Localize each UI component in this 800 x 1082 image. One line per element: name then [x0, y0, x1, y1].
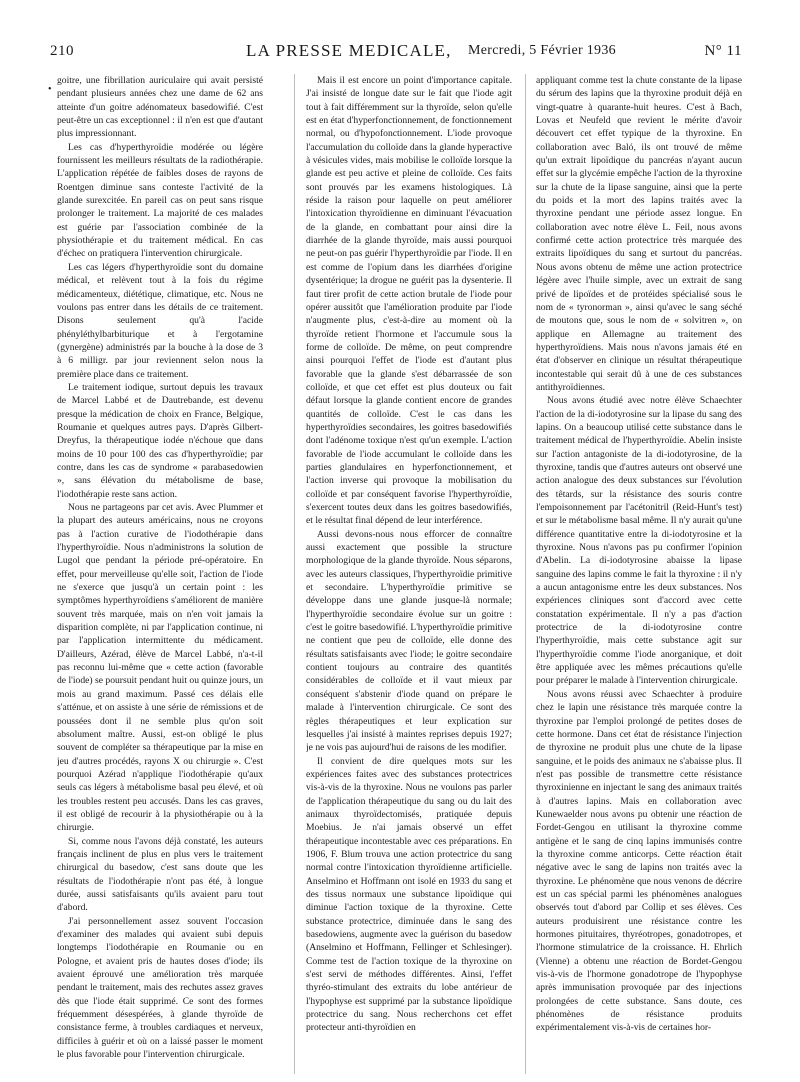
paragraph: Nous avons réussi avec Schaechter à produire chez le lapin une résistance très marquée contre la thyroxine par l'emploi prolongé de petites doses de cette hormone. Dans cet état de résistance l'injection de thyroxine ne produit plus une chute de la lipase sanguine, et le poids des animaux ne s'abaisse plus. Il n'est pas possible de transmettre cette résistance thyroxinienne en injectant le sang des animaux traités à d'autres lapins. Mais en collaboration avec Kunewaelder nous avons pu obtenir une réaction de Fordet-Gengou en utilisant la thyroxine comme antigène et le sang de cinq lapins immunisés contre la thyroxine comme anticorps. Cette réaction était négative avec le sang de lapins non traités avec la thyroxine. Le phénomène que nous venons de décrire est un cas spécial parmi les phénomènes analogues observés tout d'abord par Collip et ses élèves. Ces auteurs produisirent une résistance contre les hormones pituitaires, thyréotropes, gonadotropes, et l'hormone stimulatrice de la croissance. H. Ehrlich (Vienne) a obtenu une réaction de Bordet-Gengou vis-à-vis de l'hormone gonadotrope de l'hypophyse après immunisation provoquée par des injections prolongées de cette substance. Sans doute, ces phénomènes de résistance produits expérimentalement vis-à-vis de certaines hor- [536, 688, 742, 1034]
page-number: 210 [50, 43, 74, 59]
paragraph: J'ai personnellement assez souvent l'occasion d'examiner des malades qui avaient subi depuis longtemps l'iodothérapie en Roumanie ou en Pologne, et avaient pris de hautes doses d'iode; ils avaient éprouvé une amélioration très marquée pendant le traitement, mais des rechutes assez graves dès que l'iode était supprimé. Ce sont des formes fréquemment désespérées, à glande thyroïde de consistance ferme, à troubles cardiaques et nerveux, difficiles à guérir et où on a laissé passer le moment le plus favorable pour l'intervention chirurgicale. [57, 915, 263, 1061]
paragraph: Aussi devons-nous nous efforcer de connaître aussi exactement que possible la structure morphologique de la glande thyroïde. Nous séparons, avec les auteurs classiques, l'hyperthyroïdie primitive et secondaire. L'hyperthyroïdie primitive se développe dans une glande jusque-là normale; l'hyperthyroïdie secondaire évolue sur un goitre : c'est le goitre basedowifié. L'hyperthyroïdie primitive ne contient que peu de colloïde, elle donne des résultats satisfaisants avec l'iode; le goitre secondaire contient toujours au contraire des quantités considérables de colloïde et il vaut mieux par conséquent s'abstenir d'iode quand on prépare le malade à l'intervention chirurgicale. Ce sont des règles thérapeutiques et leur explication sur lesquelles j'ai insisté à maintes reprises depuis 1927; je ne vois pas aujourd'hui de raisons de les modifier. [306, 528, 512, 754]
issue-date: Mercredi, 5 Février 1936 [468, 43, 616, 58]
paragraph: appliquant comme test la chute constante de la lipase du sérum des lapins que la thyroxine produit déjà en vingt-quatre à quarante-huit heures. C'est à Bach, Lovas et Neufeld que revient le mérite d'avoir découvert cet effet typique de la thyroxine. En collaboration avec Baló, ils ont trouvé de même qu'un extrait lipoïdique du pancréas n'ayant aucun effet sur la glycémie empêche l'action de la thyroxine sur la chute de la lipase sanguine, ainsi que la perte du poids et la mort des lapins traités avec la thyroxine pendant une période assez longue. En collaboration avec notre élève L. Feil, nous avons confirmé cette action protectrice très marquée des extraits lipoïdiques du sang et surtout du pancréas. Nous avons obtenu de même une action protectrice légère avec l'huile simple, avec un extrait de sang privé de lipoïdes et de protéides spécialisé sous le nom de « tyronorman », ainsi qu'avec le sang séché de moutons que, sous le nom de « solvitren », on applique en Allemagne au traitement des hyperthyroïdiens. Mais nous n'avons jamais été en état d'observer en clinique un résultat thérapeutique incontestable qui serait dû à une de ces substances antithyroïdiennes. [536, 75, 742, 393]
paragraph: Nous avons étudié avec notre élève Schaechter l'action de la di-iodotyrosine sur la lipase du sang des lapins. On a beaucoup utilisé cette substance dans le traitement médical de l'hyperthyroïdie. Abelin insiste sur l'action antagoniste de la di-iodotyrosine, de la thyroxine, tandis que d'autres auteurs ont observé une action analogue des deux substances sur l'évolution des têtards, sur la résistance des souris contre l'empoisonnement par l'acétonitril (Reid-Hunt's test) et sur le métabolisme basal même. Il n'y aurait qu'une différence quantitative entre la di-iodotyrosine et la thyroxine. Nous n'avons pas pu confirmer l'opinion d'Abelin. La di-iodotyrosine abaisse la lipase sanguine des lapins comme le fait la thyroxine : il n'y a aucun antagonisme entre les deux substances. Nos expériences cliniques sont d'accord avec cette constatation expérimentale. Il n'y a pas d'action protectrice de la di-iodotyrosine contre l'hyperthyroïdie, mais cette substance agit sur l'hyperthyroïdie comme l'iode anorganique, et doit être appliquée avec les mêmes précautions qu'elle pour préparer le malade à l'intervention chirurgicale. [536, 395, 742, 687]
paragraph: Il convient de dire quelques mots sur les expériences faites avec des substances protectrices vis-à-vis de la thyroxine. Nous ne voulons pas parler de l'application thérapeutique du sang ou du lait des animaux thyroïdectomisés, pratiquée depuis Moebius. Je n'ai jamais observé un effet thérapeutique incontestable avec ces préparations. En 1906, F. Blum trouva une action protectrice du sang normal contre l'intoxication thyroïdienne artificielle. Anselmino et Hoffmann ont isolé en 1933 du sang et des tissus normaux une substance lipoïdique qui diminue l'action toxique de la thyroxine. Cette substance protectrice, diminuée dans le sang des basedowiens, augmente avec la guérison du basedow (Anselmino et Hoffmann, Fellinger et Schlesinger). Comme test de l'action toxique de la thyroxine on s'est servi de méthodes différentes. Ainsi, l'effet thyréo-stimulant des extraits du lobe antérieur de l'hypophyse est supprimé par la substance lipoïdique protectrice du sang. Nous recherchons cet effet protecteur anti-thyroïdien en [306, 755, 512, 1034]
issue-number: N° 11 [704, 43, 742, 59]
paragraph: Nous ne partageons par cet avis. Avec Plummer et la plupart des auteurs américains, nous ne croyons pas à l'action curative de l'iodothérapie dans l'hyperthyroïdie. Nous n'administrons la solution de Lugol que pendant la période pré-opératoire. En effet, pour merveilleuse qu'elle soit, l'action de l'iode ne s'exerce que jusqu'à un certain point : les symptômes hyperthyroïdiens s'améliorent de manière souvent très marquée, mais on n'en voit jamais la disparition complète, ni par l'application continue, ni par l'application intermittente du médicament. D'ailleurs, Azérad, élève de Marcel Labbé, n'a-t-il pas reconnu lui-même que « cette action (favorable de l'iode) se poursuit pendant huit ou quinze jours, un mois au grand maximum. Passé ces délais elle s'atténue, et on assiste à une série de rémissions et de poussées dont il ne semble plus qu'on soit absolument maître. Aussi, est-on obligé le plus souvent de compléter sa thérapeutique par la mise en jeu d'autres procédés, rayons X ou chirurgie ». C'est pourquoi Azérad n'applique l'iodothérapie qu'aux seuls cas légers à métabolisme basal peu élevé, et où les troubles restent peu accusés. Dans les cas graves, il est obligé de recourir à la physiothérapie ou à la chirurgie. [57, 502, 263, 834]
margin-mark: • [48, 84, 52, 95]
text-column-1 [57, 74, 263, 1074]
text-column-2 [306, 74, 512, 1074]
journal-title: LA PRESSE MEDICALE, [246, 41, 452, 60]
paragraph: Les cas légers d'hyperthyroïdie sont du domaine médical, et relèvent tout à la fois du régime médicamenteux, diététique, climatique, etc. Nous ne voulons pas entrer dans les détails de ce traitement. Disons seulement qu'à l'acide phényléthylbarbiturique et à l'ergotamine (gynergène) administrés par la bouche à la dose de 3 à 6 milligr. par jour reviennent selon nous la première place dans ce traitement. [57, 261, 263, 380]
paragraph: Les cas d'hyperthyroïdie modérée ou légère fournissent les meilleurs résultats de la radiothérapie. L'application répétée de faibles doses de rayons de Roentgen diminue sans conteste l'activité de la glande surexcitée. En pareil cas on peut sans risque prolonger le traitement. La majorité de ces malades est guérie par l'association combinée de la physiothérapie et du traitement médical. En cas d'échec on pratiquera l'intervention chirurgicale. [57, 141, 263, 260]
text-column-3 [536, 74, 742, 1074]
paragraph: Si, comme nous l'avons déjà constaté, les auteurs français inclinent de plus en plus vers le traitement chirurgical du basedow, c'est sans doute que les résultats de l'iodothérapie n'ont pas été, à longue durée, aussi satisfaisants qu'ils avaient paru tout d'abord. [57, 835, 263, 914]
paragraph: goitre, une fibrillation auriculaire qui avait persisté pendant plusieurs années chez une dame de 62 ans atteinte d'un goitre adénomateux basedowifié. C'est peut-être un cas exceptionnel : il n'en est que d'autant plus impressionnant. [57, 75, 263, 140]
column-divider [294, 74, 295, 1074]
page-header [50, 43, 750, 65]
paragraph: Le traitement iodique, surtout depuis les travaux de Marcel Labbé et de Dautrebande, est devenu presque la médication de choix en France, Belgique, Roumanie et quelques autres pays. D'après Gilbert-Dreyfus, la thérapeutique iodée n'échoue que dans moins de 10 pour 100 des cas d'hyperthyroïdie; par contre, dans les cas de syndrome « parabasedowien », sans élévation du métabolisme de base, l'iodothérapie reste sans action. [57, 381, 263, 500]
column-divider [525, 74, 526, 1074]
paragraph: Mais il est encore un point d'importance capitale. J'ai insisté de longue date sur le fait que l'iode agit tout à fait différemment sur la thyroïde, selon qu'elle est en état d'hyperfonctionnement, de fonctionnement normal, ou d'hypofonctionnement. L'iode provoque l'accumulation du colloïde dans la glande hyperactive à vésicules vides, mais mobilise le colloïde lorsque la glande est peu active et pleine de colloïde. Ces faits sont prouvés par les examens histologiques. Là réside la raison pour laquelle on peut améliorer l'intoxication thyroïdienne en diminuant l'évacuation de la glande, en combattant pour ainsi dire la diarrhée de la glande thyroïde, mais aussi pourquoi ne peut-on pas guérir l'hyperthyroïdie par l'iode. Il en est comme de l'opium dans les diarrhées d'origine dysentérique; la drogue ne guérit pas la dysenterie. Il faut tirer profit de cette action brutale de l'iode pour opérer aussitôt que l'amélioration produite par l'iode n'augmente plus, c'est-à-dire au moment où la thyroïde retient l'hormone et l'accumule sous la forme de colloïde. De même, on peut comprendre ainsi pourquoi l'effet de l'iode est d'autant plus favorable que la glande s'est débarrassée de son colloïde, et que cet effet est plus douteux ou fait défaut lorsque la glande contient encore de grandes quantités de colloïde. C'est le cas dans les hyperthyroïdies secondaires, les goitres basedowifiés dont l'adénome toxique n'est qu'un exemple. L'action favorable de l'iode accumulant le colloïde dans les parties glandulaires en hyperfonctionnement, et l'action inverse qui provoque la mobilisation du colloïde et par conséquent favorise l'hyperthyroïdie, s'exercent toutes deux dans les goitres basedowifiés, et le résultat final dépend de leur interférence. [306, 75, 512, 527]
